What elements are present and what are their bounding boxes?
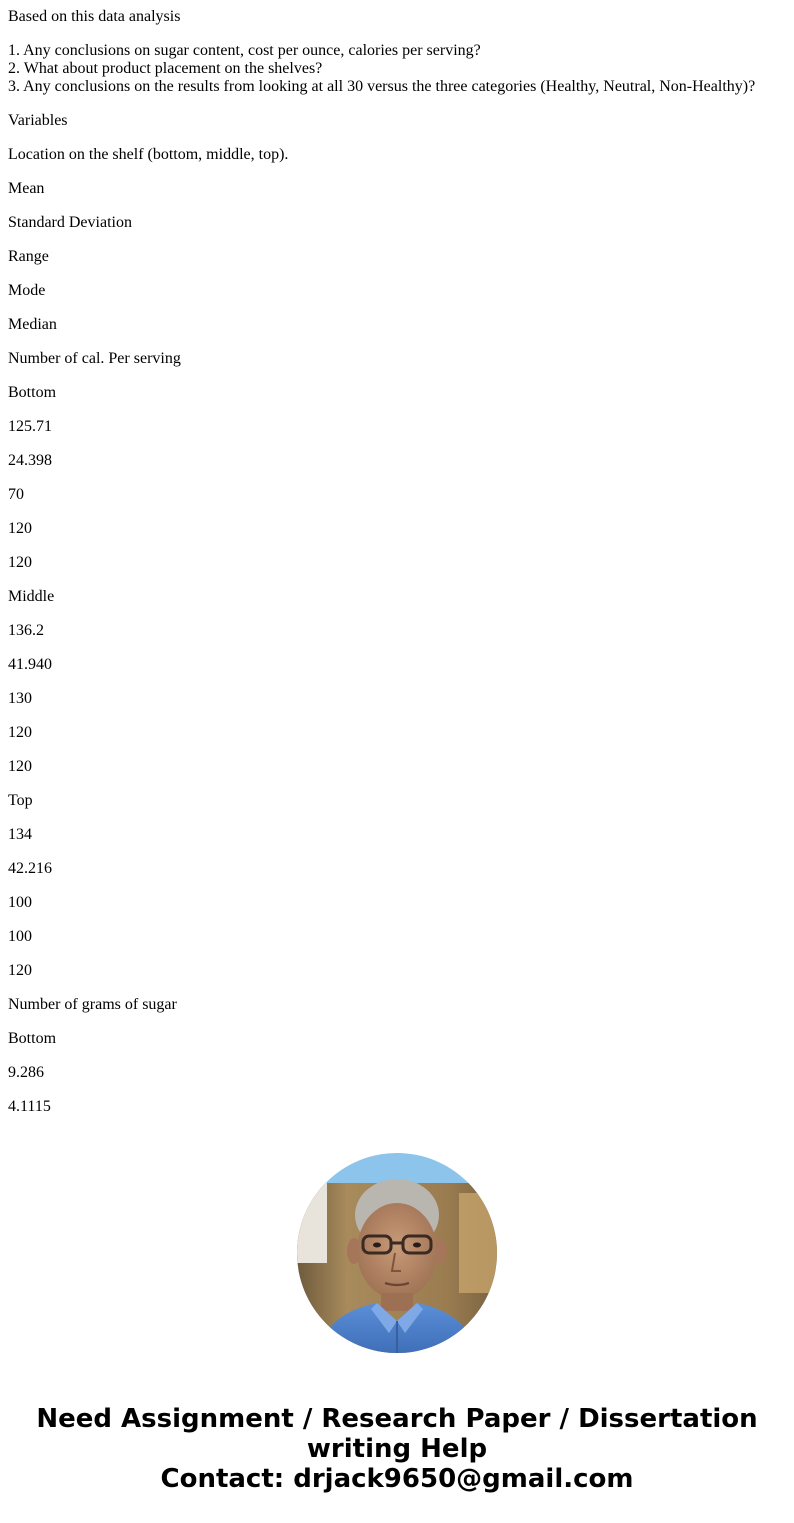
value-line: 24.398 [8,452,52,469]
value-line: 120 [8,724,32,741]
shelf-top: Top [8,792,33,809]
document-body [8,0,786,1116]
stat-label-mean: Mean [8,180,45,197]
avatar [297,1153,497,1353]
promo-contact[interactable]: Contact: drjack9650@gmail.com [160,1464,634,1494]
person-photo-icon [297,1153,497,1353]
shelf-location-label: Location on the shelf (bottom, middle, top). [8,146,289,163]
promo-line-1: Need Assignment / Research Paper / Dissertation [36,1404,758,1434]
value-line: 120 [8,520,32,537]
shelf-middle: Middle [8,588,55,605]
value-line: 120 [8,758,32,775]
stat-label-range: Range [8,248,49,265]
variable-sugar: Number of grams of sugar [8,996,177,1013]
data-lines [8,112,786,1116]
question-item: 2. What about product placement on the shelves? [8,60,323,77]
intro-text: Based on this data analysis [8,8,181,25]
question-item: 1. Any conclusions on sugar content, cost per ounce, calories per serving? [8,42,481,59]
question-item: 3. Any conclusions on the results from looking at all 30 versus the three categories (Healthy, Neutral, Non-Healthy)? [8,78,756,95]
value-line: 130 [8,690,32,707]
value-line: 136.2 [8,622,44,639]
value-line: 41.940 [8,656,52,673]
stat-label-median: Median [8,316,57,333]
promo-line-2: writing Help [306,1434,488,1464]
value-line: 100 [8,928,32,945]
promo-banner [0,1404,794,1494]
shelf-bottom: Bottom [8,1030,57,1047]
value-line: 100 [8,894,32,911]
stat-label-std-dev: Standard Deviation [8,214,132,231]
value-line: 70 [8,486,24,503]
question-list [8,42,786,96]
value-line: 9.286 [8,1064,44,1081]
stat-label-mode: Mode [8,282,46,299]
section-heading-variables: Variables [8,112,68,129]
value-line: 134 [8,826,32,843]
shelf-bottom: Bottom [8,384,57,401]
value-line: 42.216 [8,860,52,877]
value-line: 4.1115 [8,1098,51,1115]
value-line: 120 [8,962,32,979]
value-line: 125.71 [8,418,52,435]
value-line: 120 [8,554,32,571]
variable-calories: Number of cal. Per serving [8,350,181,367]
